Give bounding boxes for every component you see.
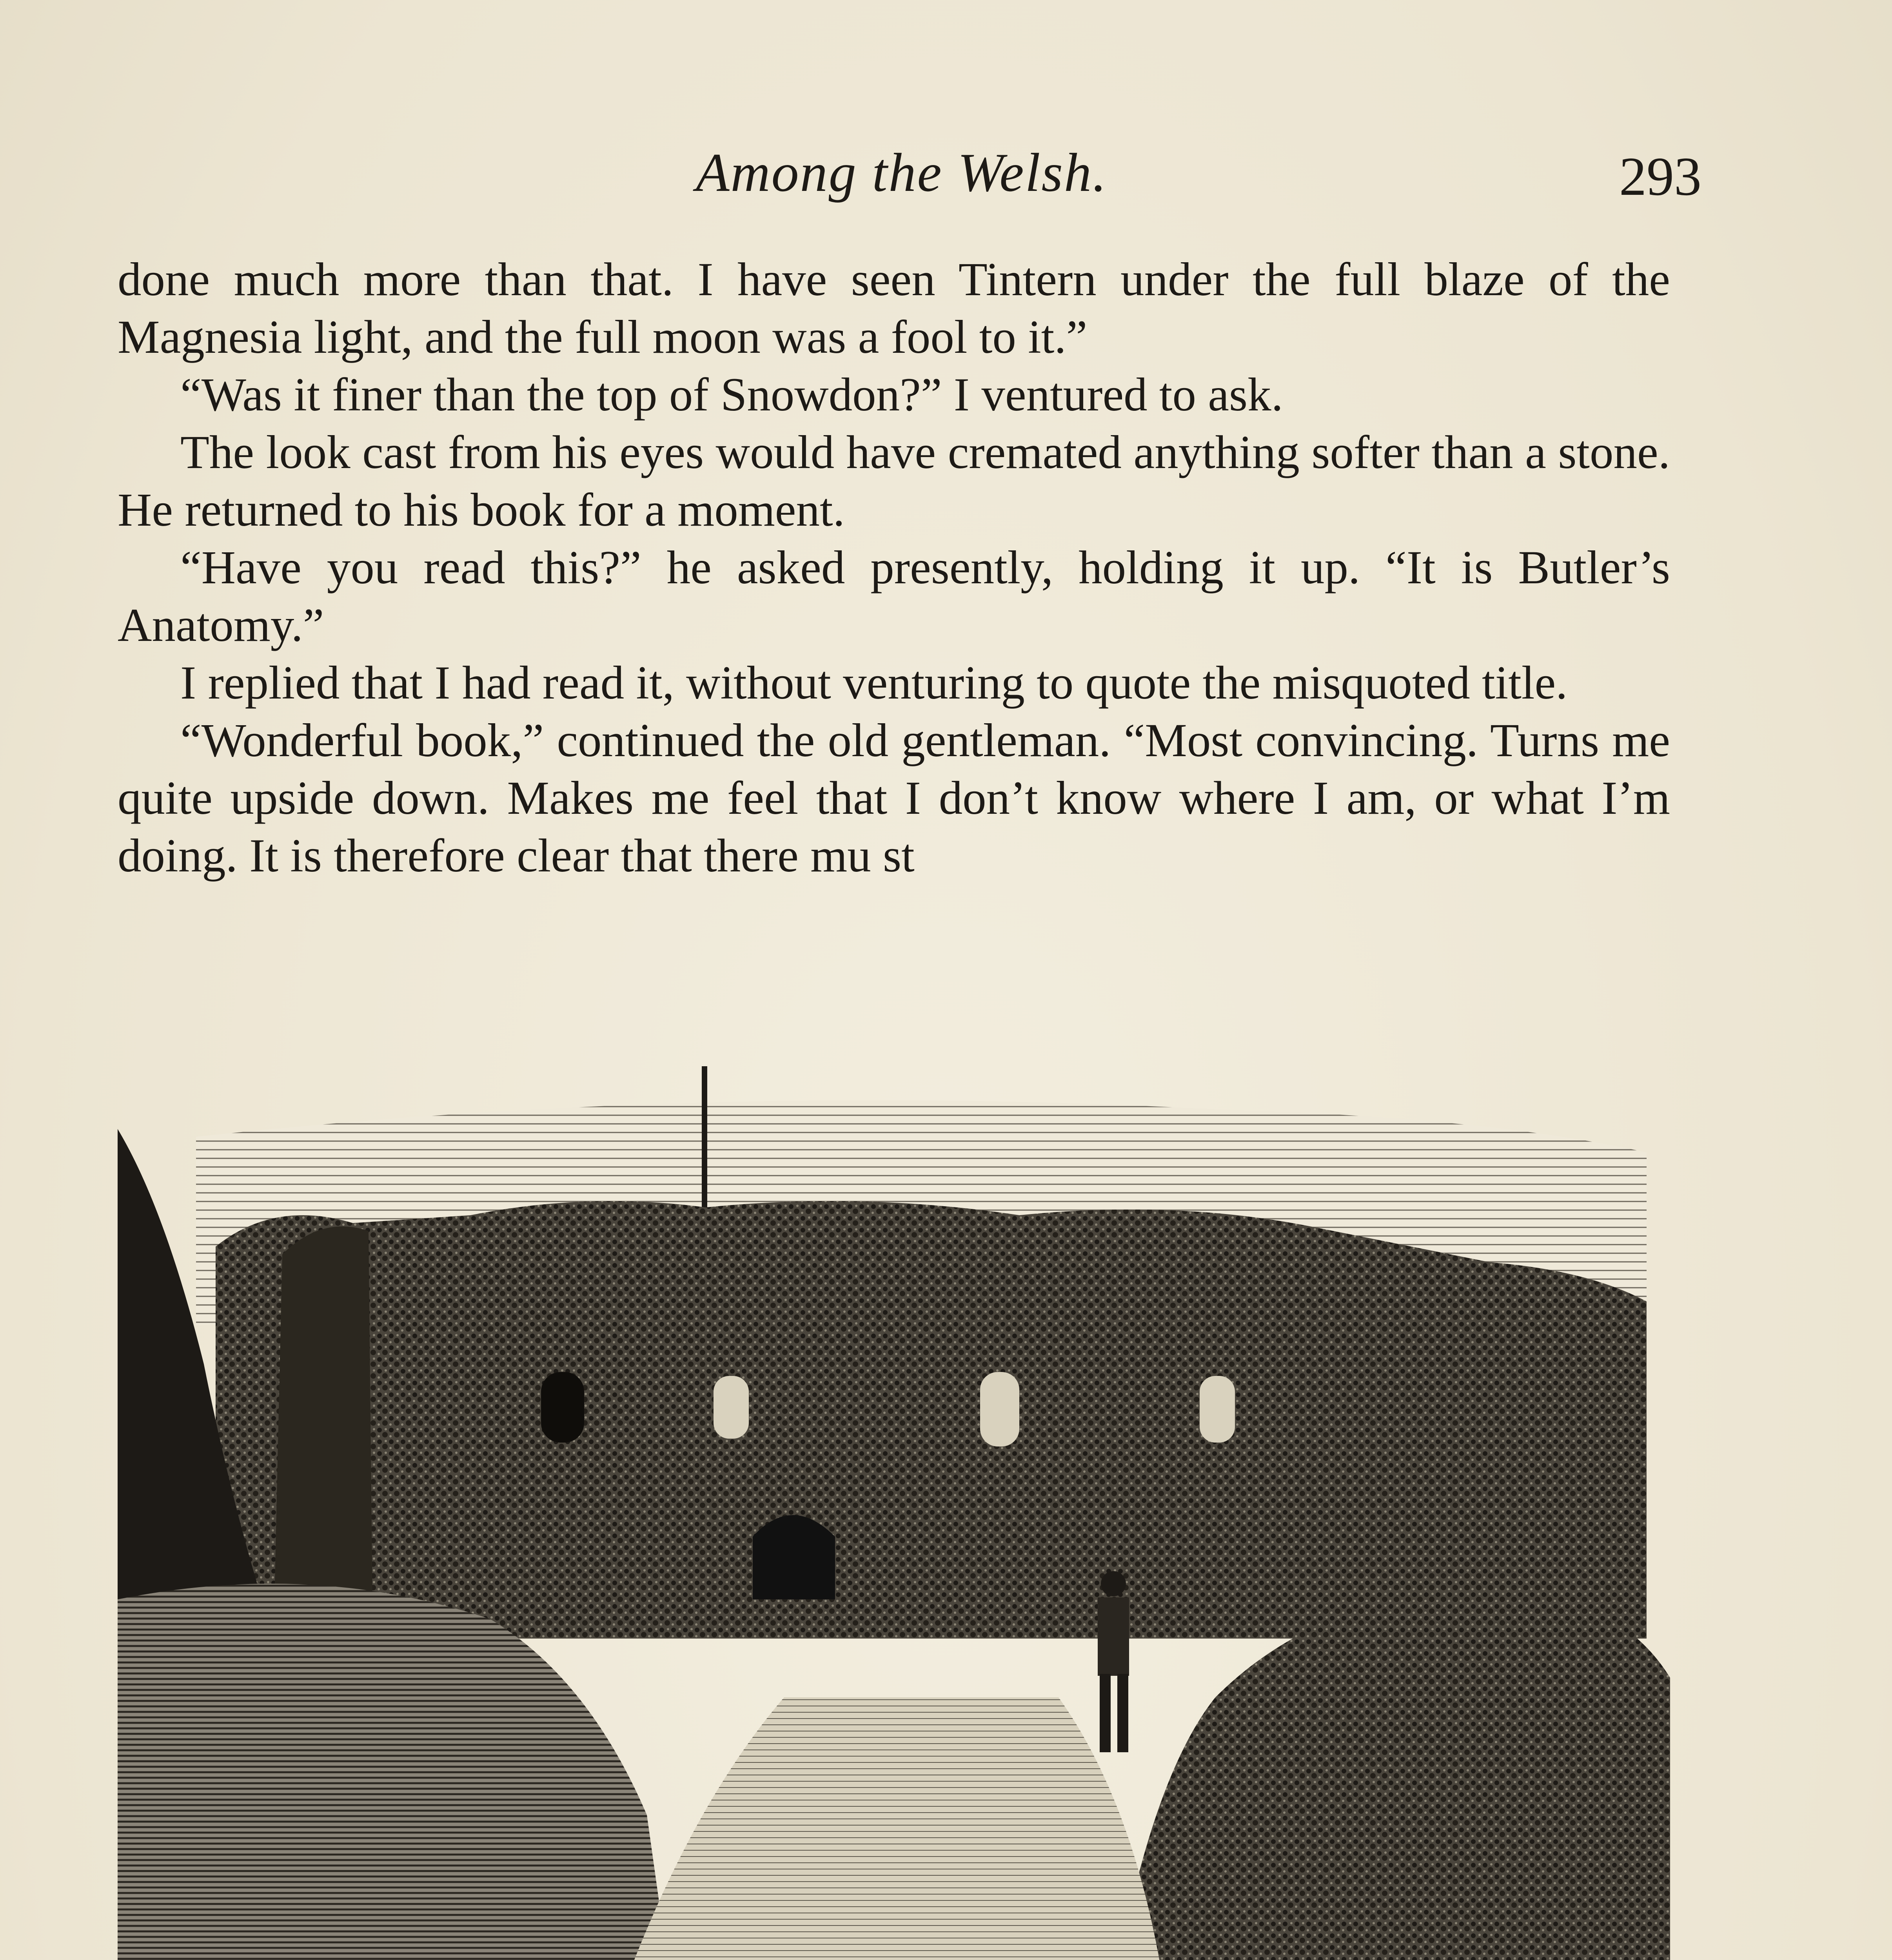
paragraph: “Was it finer than the top of Snowdon?” I ventured to ask.	[180, 368, 1283, 421]
castle-engraving	[118, 1051, 1670, 1960]
paragraph: The look cast from his eyes would have cremated anything softer than a stone. He returned to his book for a moment.	[118, 426, 1670, 536]
paragraph: I replied that I had read it, without venturing to quote the misquoted title.	[180, 657, 1568, 709]
top-text-block	[118, 251, 1670, 885]
page-number: 293	[1619, 146, 1701, 207]
paragraph: “Have you read this?” he asked presently, holding it up. “It is Butler’s Anatomy.”	[118, 541, 1670, 652]
paragraph: “Wonderful book,” continued the old gentleman. “Most convincing. Turns me quite upside down. Makes me feel that I don’t know where I am, or what I’m doing. It is therefore clear that there mu st	[118, 714, 1670, 882]
paragraph: done much more than that. I have seen Tintern under the full blaze of the Magnesia light, and the full moon was a fool to it.”	[118, 253, 1670, 363]
running-title: Among the Welsh.	[696, 142, 1108, 203]
